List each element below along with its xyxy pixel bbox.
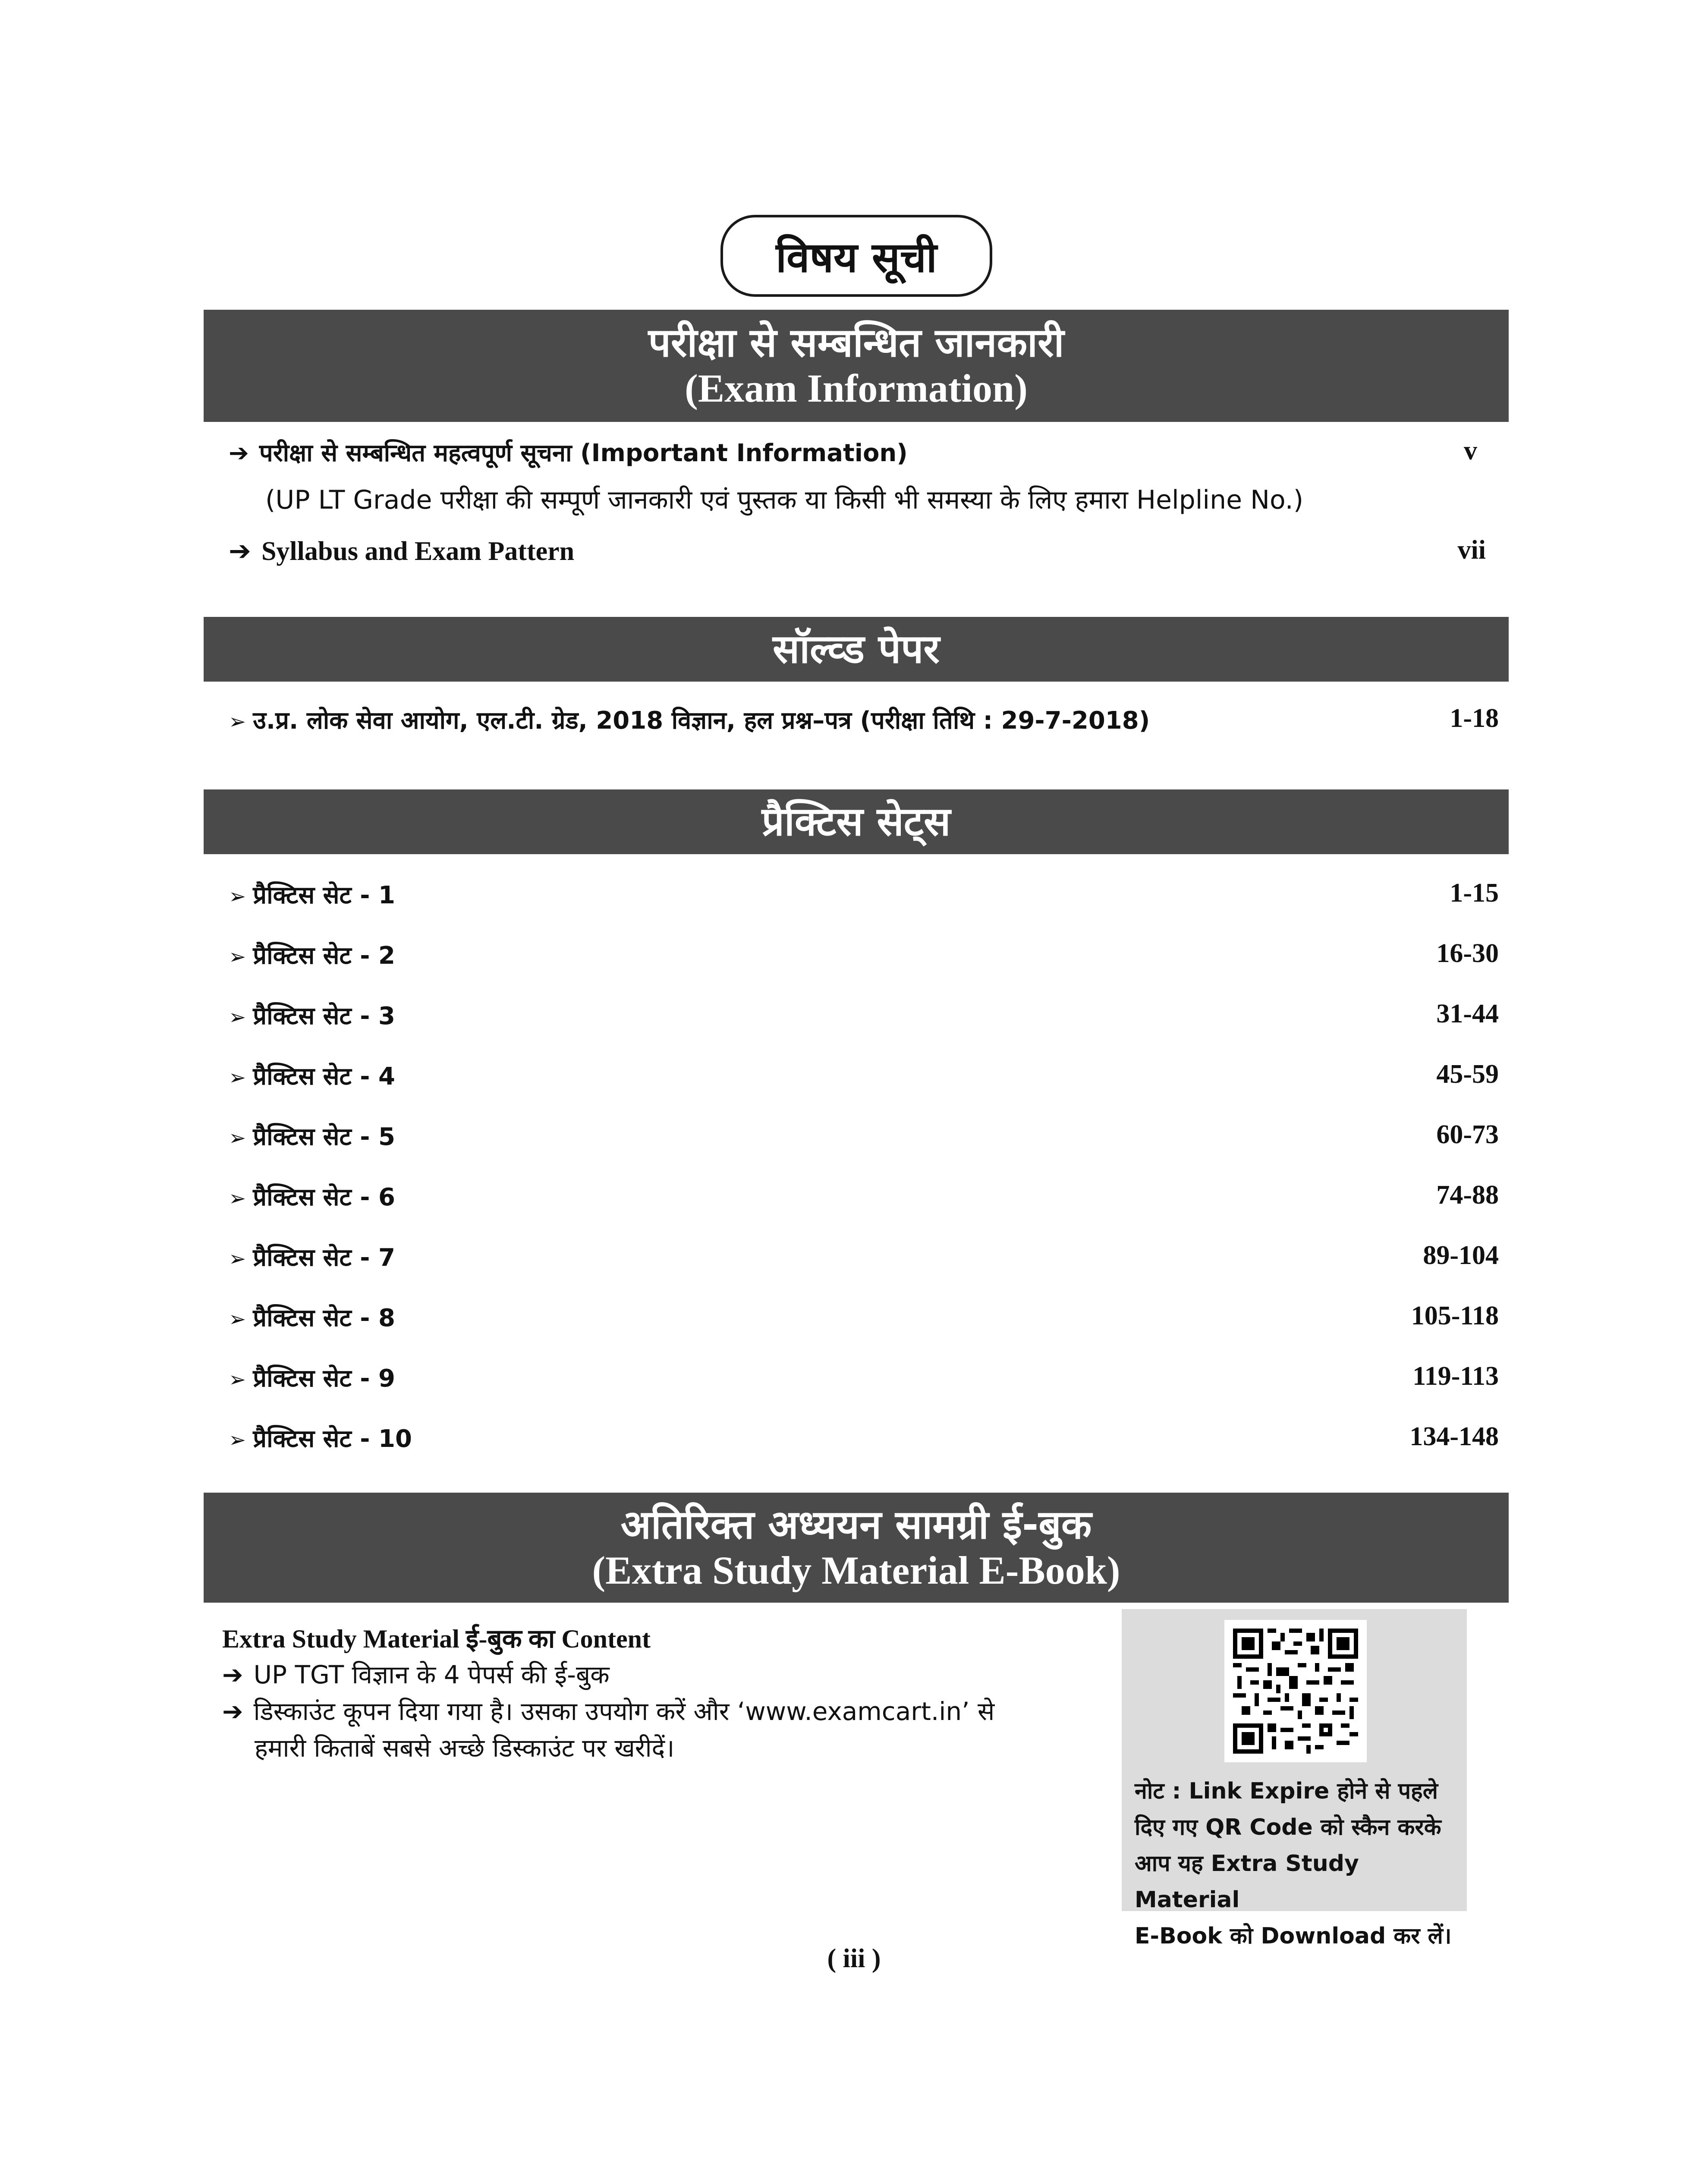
toc-page: 74-88 (1436, 1180, 1499, 1210)
toc-row[interactable] (0, 938, 1708, 973)
ebook-bullet-text: डिस्काउंट कूपन दिया गया है। उसका उपयोग करें और ‘www.examcart.in’ से (253, 1697, 995, 1726)
toc-row[interactable] (0, 1119, 1708, 1154)
toc-row[interactable] (0, 1301, 1708, 1335)
chevron-right-icon: ➢ (229, 1005, 246, 1029)
qr-note-line: दिए गए QR Code को स्कैन करके (1135, 1814, 1441, 1840)
toc-label: प्रैक्टिस सेट - 3 (253, 1002, 395, 1030)
toc-page: 16-30 (1436, 939, 1499, 968)
section-heading-hindi: सॉल्व्ड पेपर (773, 626, 940, 673)
page-number: ( iii ) (827, 1944, 881, 1973)
toc-label: उ.प्र. लोक सेवा आयोग, एल.टी. ग्रेड, 2018 विज्ञान, हल प्रश्न–पत्र (परीक्षा तिथि : 29-7-2018) (253, 707, 1150, 735)
right-arrow-icon: ➔ (222, 1697, 243, 1726)
ebook-bullet (222, 1693, 994, 1727)
ebook-bullet-text: UP TGT विज्ञान के 4 पेपर्स की ई-बुक (253, 1660, 610, 1689)
right-arrow-icon: ➔ (222, 1660, 243, 1689)
chevron-right-icon: ➢ (229, 1247, 246, 1271)
qr-note-text (1135, 1773, 1463, 1954)
toc-label: प्रैक्टिस सेट - 5 (253, 1123, 395, 1151)
toc-label: प्रैक्टिस सेट - 10 (253, 1425, 412, 1453)
toc-row[interactable] (0, 878, 1708, 912)
section-header-exam-info (204, 310, 1509, 422)
toc-label: प्रैक्टिस सेट - 4 (253, 1063, 395, 1091)
ebook-bullet (222, 1657, 610, 1691)
chevron-right-icon: ➢ (229, 1126, 246, 1150)
ebook-content-title: Extra Study Material ई-बुक का Content (222, 1625, 651, 1653)
ebook-bullet-continuation: हमारी किताबें सबसे अच्छे डिस्काउंट पर खरीदें। (255, 1733, 675, 1763)
chevron-right-icon: ➢ (229, 710, 246, 734)
chevron-right-icon: ➢ (229, 884, 246, 909)
chevron-right-icon: ➢ (229, 1186, 246, 1211)
toc-label: प्रैक्टिस सेट - 7 (253, 1244, 395, 1272)
section-heading-english: (Exam Information) (685, 366, 1028, 410)
toc-label: प्रैक्टिस सेट - 1 (253, 881, 395, 909)
section-header-practice-sets (204, 789, 1509, 854)
toc-page: 60-73 (1436, 1120, 1499, 1149)
toc-row[interactable] (0, 1059, 1708, 1094)
toc-row[interactable] (0, 999, 1708, 1033)
toc-label: परीक्षा से सम्बन्धित महत्वपूर्ण सूचना (Important Information) (259, 439, 908, 467)
qr-note-line: आप यह Extra Study Material (1135, 1851, 1359, 1913)
toc-page: vii (1457, 535, 1486, 565)
chevron-right-icon: ➢ (229, 1428, 246, 1452)
toc-label: Syllabus and Exam Pattern (261, 537, 575, 566)
toc-label: प्रैक्टिस सेट - 8 (253, 1304, 395, 1332)
toc-row[interactable] (0, 1361, 1708, 1396)
chevron-right-icon: ➢ (229, 1066, 246, 1090)
toc-page: 119-113 (1412, 1361, 1499, 1391)
toc-page: 1-15 (1450, 878, 1499, 908)
toc-row[interactable] (0, 436, 1708, 470)
toc-row[interactable] (0, 1240, 1708, 1275)
qr-note-line: E-Book को Download कर लें। (1135, 1923, 1452, 1949)
chevron-right-icon: ➢ (229, 1368, 246, 1392)
toc-subnote: (UP LT Grade परीक्षा की सम्पूर्ण जानकारी एवं पुस्तक या किसी भी समस्या के लिए हमारा Helpline No.) (265, 485, 1304, 515)
toc-page: 1-18 (1450, 704, 1499, 733)
qr-note-line: नोट : Link Expire होने से पहले (1135, 1778, 1438, 1804)
page-title (720, 215, 992, 297)
toc-page: 31-44 (1436, 999, 1499, 1028)
toc-label: प्रैक्टिस सेट - 2 (253, 942, 395, 970)
right-arrow-icon: ➔ (229, 535, 251, 566)
toc-page: 89-104 (1423, 1241, 1499, 1270)
section-heading-hindi: प्रैक्टिस सेट्स (761, 799, 951, 845)
toc-label: प्रैक्टिस सेट - 6 (253, 1183, 395, 1211)
section-heading-english: (Extra Study Material E-Book) (592, 1548, 1120, 1592)
chevron-right-icon: ➢ (229, 1307, 246, 1331)
toc-page: 45-59 (1436, 1060, 1499, 1089)
section-header-solved-paper (204, 617, 1509, 682)
chevron-right-icon: ➢ (229, 945, 246, 969)
qr-code-icon[interactable] (1224, 1620, 1367, 1762)
toc-row[interactable] (0, 535, 1708, 569)
right-arrow-icon: ➔ (229, 439, 249, 467)
section-header-extra-material (204, 1493, 1509, 1603)
toc-page: v (1464, 436, 1477, 465)
section-heading-hindi: अतिरिक्त अध्ययन सामग्री ई-बुक (620, 1501, 1092, 1548)
toc-page: 134-148 (1409, 1422, 1499, 1451)
toc-row[interactable] (0, 1180, 1708, 1214)
toc-row[interactable] (0, 703, 1708, 738)
section-heading-hindi: परीक्षा से सम्बन्धित जानकारी (648, 320, 1064, 366)
toc-page: 105-118 (1411, 1301, 1499, 1330)
toc-label: प्रैक्टिस सेट - 9 (253, 1365, 395, 1393)
toc-row[interactable] (0, 1421, 1708, 1456)
page-title-text: विषय सूची (776, 233, 937, 282)
